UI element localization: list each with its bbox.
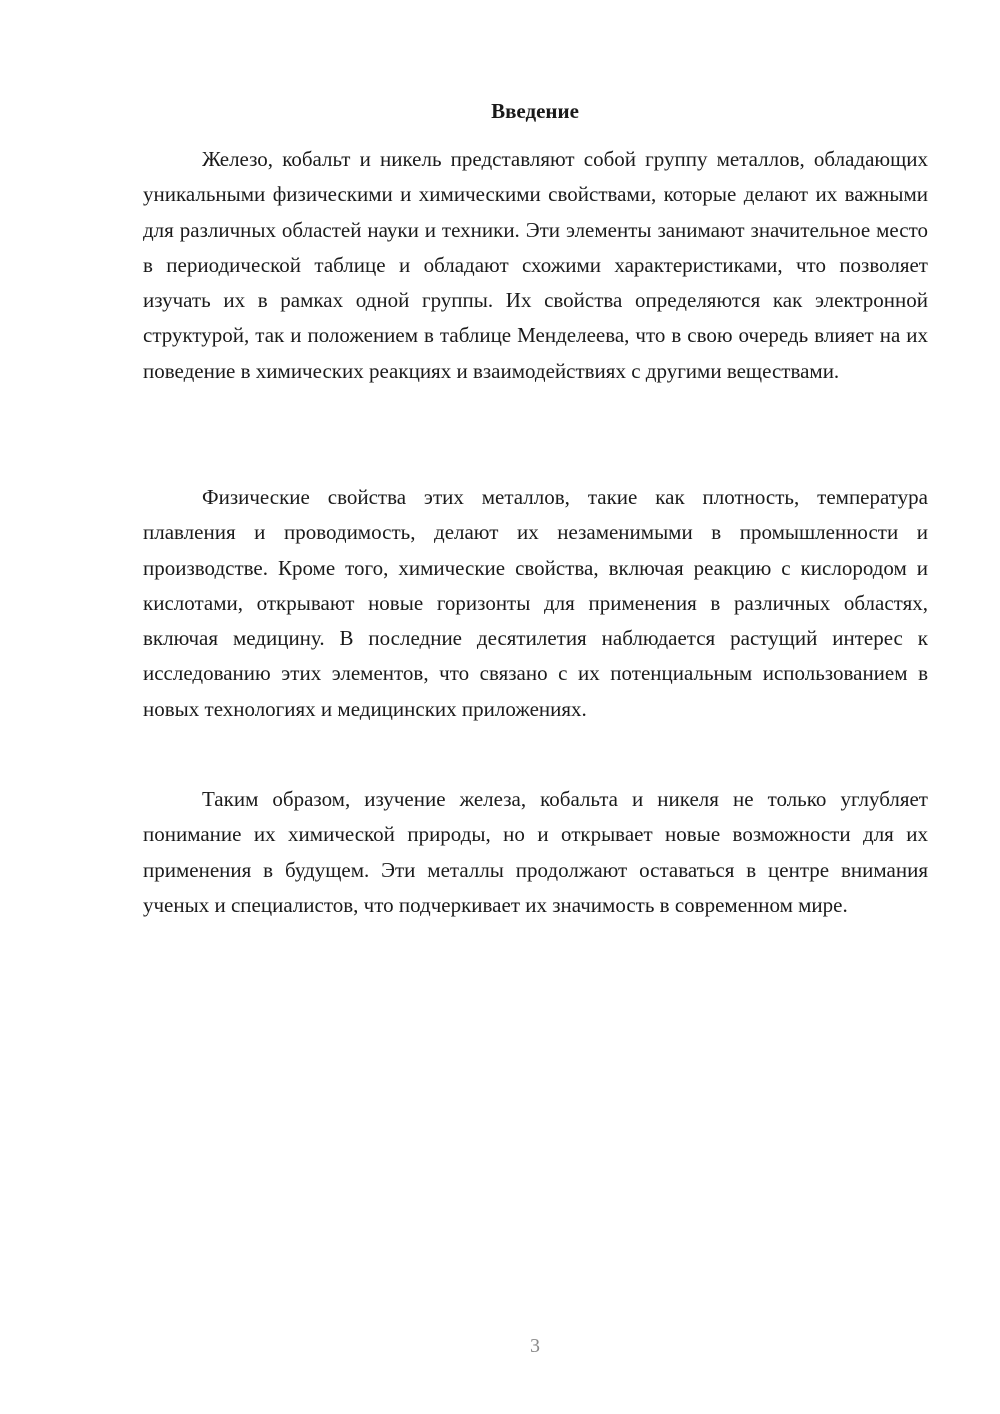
paragraph-2: Физические свойства этих металлов, такие как плотность, температура плавления и проводимость, делают их незаменимыми в промышленности и производстве. Кроме того, химические свойства, включая реакцию с кислородом и кислотами, открывают новые горизонты для применения в различных областях, включая медицину. В последние десятилетия наблюдается растущий интерес к исследованию этих элементов, что связано с их потенциальным использованием в новых технологиях и медицинских приложениях. [143, 485, 928, 721]
page-number: 3 [530, 1335, 540, 1357]
paragraph-3: Таким образом, изучение железа, кобальта и никеля не только углубляет понимание их химической природы, но и открывает новые возможности для их применения в будущем. Эти металлы продолжают оставаться в центре внимания ученых и специалистов, что подчеркивает их значимость в современном мире. [143, 787, 928, 917]
paragraph-1: Железо, кобальт и никель представляют собой группу металлов, обладающих уникальными физическими и химическими свойствами, которые делают их важными для различных областей науки и техники. Эти элементы занимают значительное место в периодической таблице и обладают схожими характеристиками, что позволяет изучать их в рамках одной группы. Их свойства определяются как электронной структурой, так и положением в таблице Менделеева, что в свою очередь влияет на их поведение в химических реакциях и взаимодействиях с другими веществами. [143, 147, 928, 383]
section-heading: Введение [491, 99, 579, 123]
